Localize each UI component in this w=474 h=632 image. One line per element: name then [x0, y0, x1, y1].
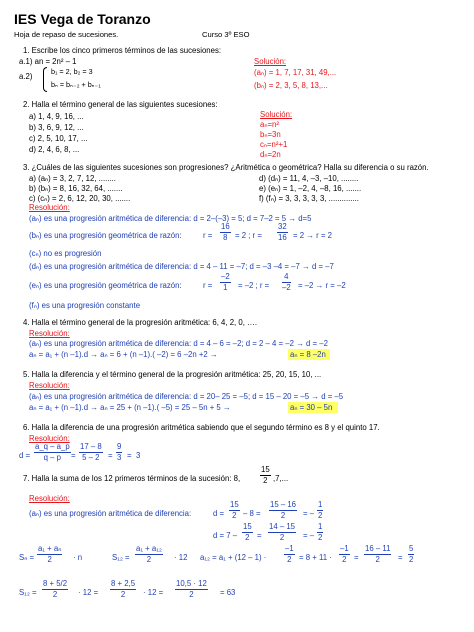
q7-a12-frac2: $\frac{-1}{2}$	[340, 544, 349, 564]
q3-resolution-f: (fₙ) es una progresión constante	[29, 301, 141, 310]
q3-b-mid: = 2 ; r =	[235, 231, 262, 240]
q7-resolution-label: Resolución:	[29, 494, 70, 503]
q2-item-c: c) 2, 5, 10, 17, ...	[29, 134, 88, 143]
sheet-subtitle: Hoja de repaso de sucesiones.	[14, 30, 119, 39]
q7-line1: (aₙ) es una progresión aritmética de diferencia:	[29, 509, 192, 518]
q3-resolution-e-text: (eₙ) es una progresión geométrica de razón:	[29, 281, 182, 290]
q7-s12b-mid: · 12 =	[78, 588, 99, 597]
q2-solution-b: bₙ=3n	[260, 130, 281, 139]
q6-d-eq: d =	[19, 451, 31, 460]
q5-line2: aₙ = a₁ + (n –1).d → aₙ = 25 + (n –1).( –5) = 25 – 5n + 5 →	[29, 403, 231, 412]
q3-resolution-a: (aₙ) es una progresión aritmética de diferencia: d = 2–(–3) = 5; d = 7–2 = 5 → d=5	[29, 214, 312, 223]
course-label: Curso 3º ESO	[202, 30, 250, 39]
q7-d2-mid: =	[257, 531, 262, 540]
q3-resolution-label: Resolución:	[29, 203, 70, 212]
q6-result: 3	[136, 451, 141, 460]
q3-e-frac1: $\frac{-2}{1}$	[221, 272, 230, 292]
q4-line2: aₙ = a₁ + (n –1).d → aₙ = 6 + (n –1).( –2) = 6 –2n +2 →	[29, 350, 218, 359]
q7-seq-frac: $\frac{15}{2}$	[261, 465, 270, 485]
q3-b-end: = 2 → r = 2	[293, 231, 333, 240]
q1-statement: 1. Escribe los cinco primeros términos de las sucesiones:	[23, 46, 222, 55]
q7-d1-frac1: $\frac{15}{2}$	[230, 500, 239, 520]
q7-a12-frac4: $\frac{5}{2}$	[409, 544, 414, 564]
q7-s12b-frac3: $\frac{10,5 \cdot 12}{2}$	[176, 579, 207, 599]
q2-solution-c: cₙ=n²+1	[260, 140, 288, 149]
q3-left-c: c) (cₙ) = 2, 6, 12, 20, 30, .......	[29, 194, 131, 203]
q3-left-a: a) (aₙ) = 3, 2, 7, 12, ........	[29, 174, 116, 183]
school-title: IES Vega de Toranzo	[14, 11, 151, 27]
q6-eq1: =	[71, 451, 76, 460]
q7-sn-frac: $\frac{\text{a₁ + aₙ}}{2}$	[38, 544, 62, 564]
q3-resolution-b-text: (bₙ) es una progresión geométrica de razón:	[29, 231, 182, 240]
q6-frac-values: $\frac{17 - 8}{5 - 2}$	[80, 442, 102, 462]
q3-b-r: r =	[203, 231, 213, 240]
q1-a2-label: a.2)	[19, 72, 33, 81]
q2-solution-d: dₙ=2n	[260, 150, 281, 159]
q1-solution-label: Solución:	[254, 57, 287, 66]
q7-d1-frac2: $\frac{15 - 16}{2}$	[270, 500, 297, 520]
q7-statement-pre: 7. Halla la suma de los 12 primeros términos de la sucesión: 8,	[23, 474, 241, 483]
q3-statement: 3. ¿Cuáles de las siguientes sucesiones son progresiones? ¿Aritmética o geométrica? Halla su diferencia o su razón.	[23, 163, 429, 172]
q7-d1-end: = –	[303, 509, 315, 518]
q3-b-frac2: $\frac{32}{16}$	[278, 222, 287, 242]
q2-item-a: a) 1, 4, 9, 16, ...	[29, 112, 84, 121]
q6-statement: 6. Halla la diferencia de una progresión aritmética sabiendo que el segundo término es 8 y el quinto 17.	[23, 423, 380, 432]
q2-item-d: d) 2, 4, 6, 8, ...	[29, 145, 80, 154]
q7-d1-mid: – 8 =	[243, 509, 261, 518]
q7-a12-mid2: =	[354, 553, 359, 562]
q7-d2-end: = –	[303, 531, 315, 540]
q5-resolution-label: Resolución:	[29, 381, 70, 390]
q7-s12b-mid2: · 12 =	[143, 588, 164, 597]
q7-d1-frac3: $\frac{1}{2}$	[318, 500, 323, 520]
q7-statement-post: ,7,...	[273, 474, 289, 483]
q3-e-frac2: $\frac{4}{-2}$	[282, 272, 291, 292]
q7-a12-mid: = 8 + 11 ·	[299, 553, 332, 562]
q3-resolution-c: (cₙ) no es progresión	[29, 249, 102, 258]
q7-s12-end: · 12	[174, 553, 188, 562]
q1-a2-line2: bₙ = bₙ₋₂ + bₙ₋₁	[51, 80, 101, 89]
q5-line1: (aₙ) es una progresión aritmética de diferencia: d = 20– 25 = –5; d = 15 – 20 = –5 → d = –5	[29, 392, 344, 401]
q7-a12-frac1: $\frac{-1}{2}$	[285, 544, 294, 564]
q7-a12-mid3: =	[398, 553, 403, 562]
q1-a1: a.1) an = 2n² – 1	[19, 57, 77, 66]
q3-right-e: e) (eₙ) = 1, –2, 4, –8, 16, .......	[259, 184, 362, 193]
q7-s12b-end: = 63	[220, 588, 236, 597]
q4-boxed-result: aₙ = 8 –2n	[290, 350, 326, 359]
q1-solution-b: (bₙ) = 2, 3, 5, 8, 13,...	[254, 81, 328, 90]
q6-frac-general: $\frac{a\_q - a\_p}{q - p}$	[35, 442, 70, 462]
q6-eq2: =	[108, 451, 113, 460]
q3-right-f: f) (fₙ) = 3, 3, 3, 3, 3, ..............	[259, 194, 359, 203]
q3-e-r: r =	[203, 281, 213, 290]
q7-s12b-frac2: $\frac{8 + 2,5}{2}$	[111, 579, 136, 599]
q1-a2-line1: b₁ = 2, b₂ = 3	[51, 67, 93, 76]
q6-frac-simplified: $\frac{9}{3}$	[117, 442, 122, 462]
q4-line1: (aₙ) es una progresión aritmética de diferencia: d = 4 – 6 = –2; d = 2 – 4 = –2 → d = –2	[29, 339, 328, 348]
q7-sn-end: · n	[73, 553, 83, 562]
q7-a12-label: a₁₂ = a₁ + (12 – 1) ·	[200, 553, 267, 562]
q7-s12b-label: S₁₂ =	[19, 588, 37, 597]
q3-e-end: = –2 → r = –2	[298, 281, 346, 290]
q3-resolution-d: (dₙ) es una progresión aritmética de diferencia: d = 4 – 11 = –7; d = –3 –4 = –7 → d = –7	[29, 262, 334, 271]
q6-eq3: =	[127, 451, 132, 460]
q2-statement: 2. Halla el término general de las siguientes sucesiones:	[23, 100, 218, 109]
q7-s12b-frac1: $\frac{8 + 5/2}{2}$	[43, 579, 68, 599]
q4-statement: 4. Halla el término general de la progresión aritmética: 6, 4, 2, 0, ….	[23, 318, 258, 327]
q6-resolution-label: Resolución:	[29, 434, 70, 443]
q7-sn-label: Sₙ =	[19, 553, 35, 562]
q2-item-b: b) 3, 6, 9, 12, ...	[29, 123, 84, 132]
q5-statement: 5. Halla la diferencia y el término general de la progresión aritmética: 25, 20, 15, 10, ...	[23, 370, 322, 379]
q7-d2-frac1: $\frac{15}{2}$	[243, 522, 252, 542]
q7-d2-frac3: $\frac{1}{2}$	[318, 522, 323, 542]
q3-left-b: b) (bₙ) = 8, 16, 32, 64, .......	[29, 184, 123, 193]
q4-resolution-label: Resolución:	[29, 329, 70, 338]
q7-d1-label: d =	[213, 509, 225, 518]
q7-s12-frac: $\frac{\text{a₁ + a₁₂}}{2}$	[136, 544, 162, 564]
q2-solution-label: Solución:	[260, 110, 293, 119]
q7-a12-frac3: $\frac{16 - 11}{2}$	[365, 544, 391, 564]
q7-d2-frac2: $\frac{14 - 15}{2}$	[269, 522, 296, 542]
q3-b-frac1: $\frac{16}{8}$	[221, 222, 230, 242]
q1-solution-a: (aₙ) = 1, 7, 17, 31, 49,...	[254, 68, 337, 77]
q2-solution-a: aₙ=n²	[260, 120, 279, 129]
q5-boxed-result: aₙ = 30 – 5n	[290, 403, 333, 412]
q3-right-d: d) (dₙ) = 11, 4, –3, –10, ........	[259, 174, 359, 183]
q7-d2-label: d = 7 –	[213, 531, 238, 540]
q7-s12-label: S₁₂ =	[112, 553, 130, 562]
q1-brace	[43, 67, 47, 92]
q3-e-mid: = –2 ; r =	[238, 281, 270, 290]
